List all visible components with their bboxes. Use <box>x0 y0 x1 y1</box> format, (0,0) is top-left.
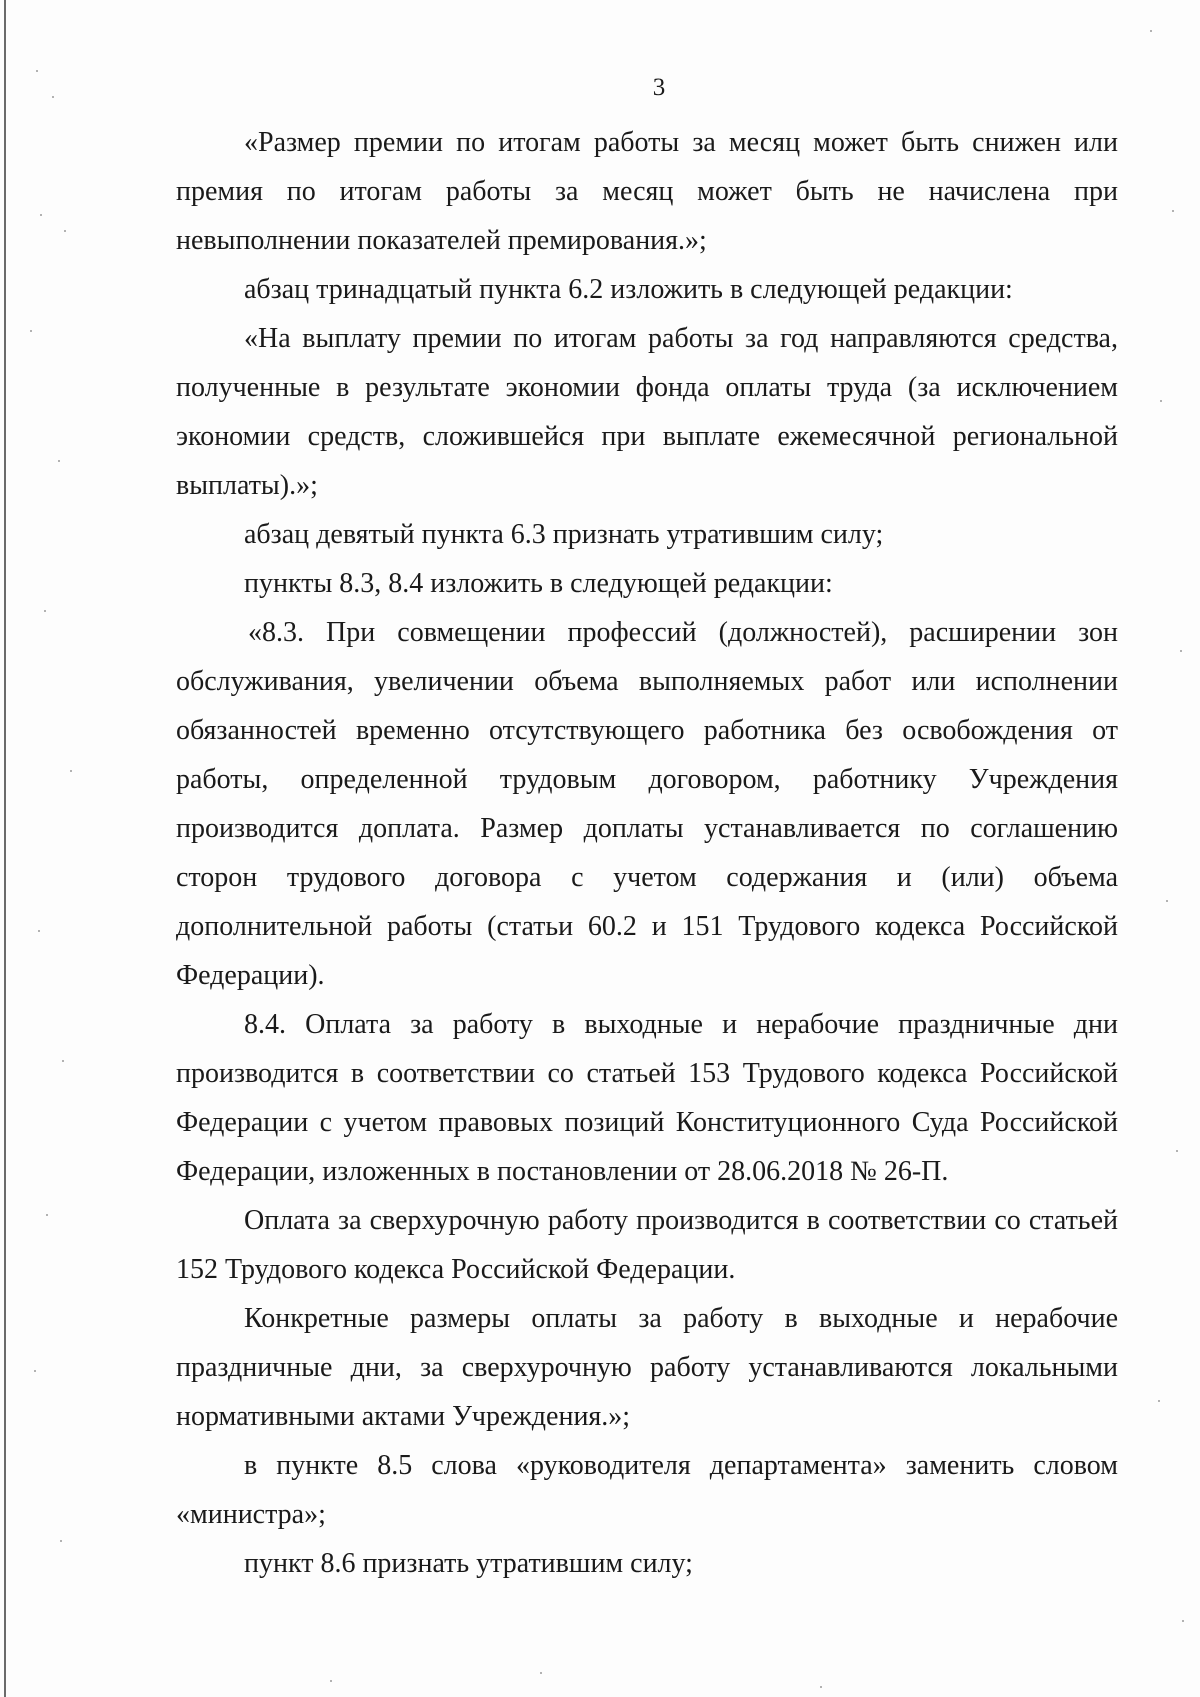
paragraph-amend-8-5: в пункте 8.5 слова «руководителя департамента» заменить словом «министра»; <box>176 1450 1118 1530</box>
paragraph-repeal-6-3: абзац девятый пункта 6.3 признать утратившим силу; <box>244 519 884 550</box>
scan-left-edge <box>4 0 6 1697</box>
paragraph-amend-6-2: абзац тринадцатый пункта 6.2 изложить в следующей редакции: <box>244 274 1013 305</box>
paragraph-bonus-reduction: «Размер премии по итогам работы за месяц может быть снижен или премия по итогам работы за месяц может быть не начислена при невыполнении показателей премирования.»; <box>176 127 1118 256</box>
document-body <box>176 118 1118 1588</box>
paragraph-repeal-8-6: пункт 8.6 признать утратившим силу; <box>244 1548 693 1579</box>
paragraph-specific-amounts: Конкретные размеры оплаты за работу в выходные и нерабочие праздничные дни, за сверхурочную работу устанавливаются локальными нормативными актами Учреждения.»; <box>176 1303 1118 1432</box>
paragraph-overtime-pay: Оплата за сверхурочную работу производится в соответствии со статьей 152 Трудового кодекса Российской Федерации. <box>176 1205 1118 1285</box>
paragraph-amend-8-3-8-4: пункты 8.3, 8.4 изложить в следующей редакции: <box>244 568 833 599</box>
page-number: 3 <box>652 74 666 101</box>
paragraph-item-8-3: «8.3. При совмещении профессий (должностей), расширении зон обслуживания, увеличении объема выполняемых работ или исполнении обязанностей временно отсутствующего работника без освобождения от работы, определенной трудовым договором, работнику Учреждения производится доплата. Размер доплаты устанавливается по соглашению сторон трудового договора с учетом содержания и (или) объема дополнительной работы (статьи 60.2 и 151 Трудового кодекса Российской Федерации). <box>176 617 1118 991</box>
paragraph-item-8-4: 8.4. Оплата за работу в выходные и нерабочие праздничные дни производится в соответствии со статьей 153 Трудового кодекса Российской Федерации с учетом правовых позиций Конституционного Суда Российской Федерации, изложенных в постановлении от 28.06.2018 № 26-П. <box>176 1009 1118 1187</box>
paragraph-annual-bonus: «На выплату премии по итогам работы за год направляются средства, полученные в результате экономии фонда оплаты труда (за исключением экономии средств, сложившейся при выплате ежемесячной региональной выплаты).»; <box>176 323 1118 501</box>
